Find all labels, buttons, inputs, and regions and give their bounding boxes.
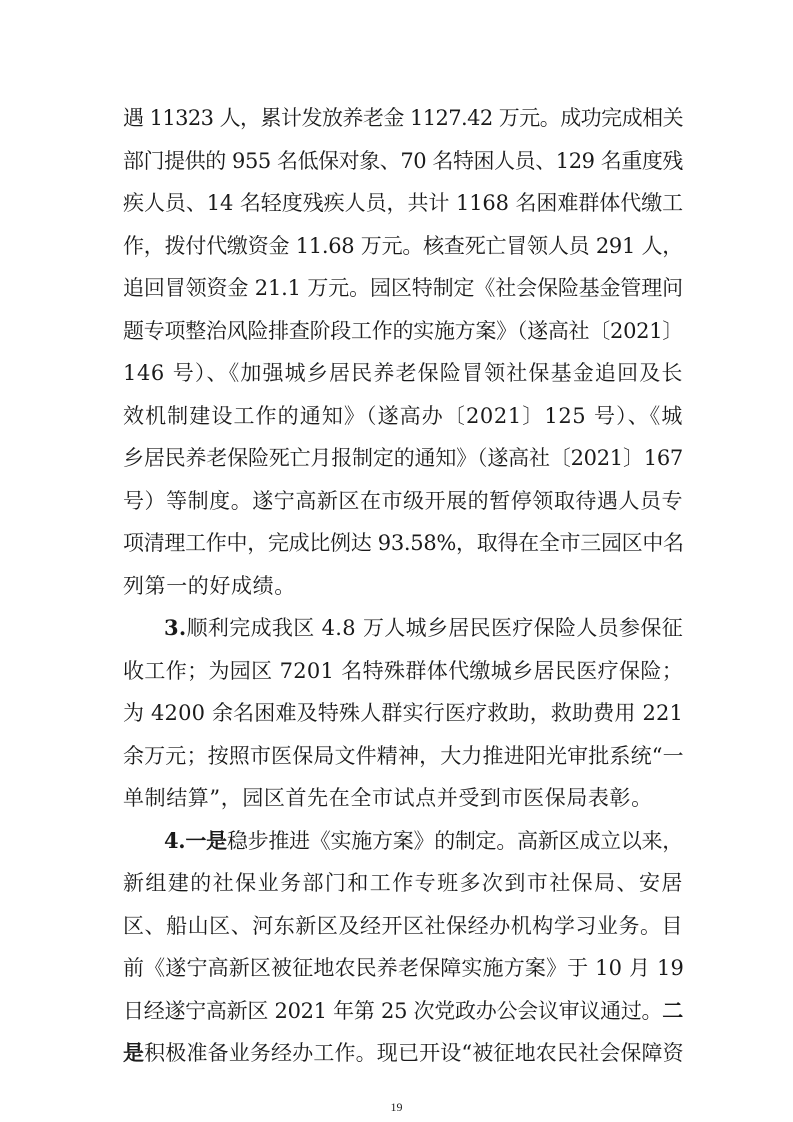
paragraph-3-line-5-text: 日经遂宁高新区 2021 年第 25 次党政办公会议审议通过。 [123, 998, 663, 1023]
paragraph-2-line-4: 余万元；按照市医保局文件精神，大力推进阳光审批系统“一 [123, 743, 684, 768]
paragraph-2-line-3: 为 4200 余名困难及特殊人群实行医疗救助，救助费用 221 [123, 701, 683, 725]
paragraph-1-line-5: 追回冒领资金 21.1 万元。园区特制定《社会保险基金管理问 [123, 276, 683, 300]
paragraph-2-line-1 [164, 608, 683, 648]
paragraph-3-inline-heading-part-2: 是 [123, 1040, 145, 1065]
paragraph-3-line-5 [123, 991, 683, 1031]
paragraph-2-line-2: 收工作；为园区 7201 名特殊群体代缴城乡居民医疗保险； [123, 658, 683, 683]
paragraph-1-line-11: 项清理工作中，完成比例达 93.58%，取得在全市三园区中名 [123, 531, 684, 555]
paragraph-1-line-8: 效机制建设工作的通知》（遂高办〔2021〕125 号）、《城 [123, 403, 683, 428]
paragraph-3-line-3: 区、船山区、河东新区及经开区社保经办机构学习业务。目 [123, 913, 683, 938]
paragraph-3-line-6-text: 积极准备业务经办工作。现已开设“被征地农民社会保障资 [144, 1041, 684, 1065]
paragraph-3-line-4: 前《遂宁高新区被征地农民养老保障实施方案》于 10 月 19 [123, 956, 684, 980]
paragraph-1-line-3: 疾人员、14 名轻度残疾人员，共计 1168 名困难群体代缴工 [123, 191, 683, 215]
paragraph-3-line-2: 新组建的社保业务部门和工作专班多次到市社保局、安居 [123, 871, 683, 895]
paragraph-1-line-10: 号）等制度。遂宁高新区在市级开展的暂停领取待遇人员专 [123, 488, 683, 513]
paragraph-3-inline-heading-part-1: 二 [662, 997, 683, 1023]
paragraph-2-line-1-text: 顺利完成我区 4.8 万人城乡居民医疗保险人员参保征 [186, 616, 683, 640]
paragraph-1-line-4: 作，拨付代缴资金 11.68 万元。核查死亡冒领人员 291 人， [123, 233, 683, 258]
paragraph-1-line-6: 题专项整治风险排查阶段工作的实施方案》（遂高社〔2021〕 [123, 318, 683, 343]
paragraph-1-line-1: 遇 11323 人，累计发放养老金 1127.42 万元。成功完成相关 [123, 106, 683, 130]
paragraph-1-line-12: 列第一的好成绩。 [123, 573, 296, 598]
paragraph-3-heading: 4.一是 [164, 827, 227, 853]
page-number: 19 [390, 1100, 403, 1114]
paragraph-1-line-7: 146 号）、《加强城乡居民养老保险冒领社保基金追回及长 [123, 361, 683, 385]
paragraph-3-line-6 [123, 1033, 683, 1073]
paragraph-2-heading: 3. [164, 615, 187, 640]
paragraph-2-line-5: 单制结算”，园区首先在全市试点并受到市医保局表彰。 [123, 786, 653, 810]
paragraph-1-line-2: 部门提供的 955 名低保对象、70 名特困人员、129 名重度残 [123, 148, 683, 173]
paragraph-1-line-9: 乡居民养老保险死亡月报制定的通知》（遂高社〔2021〕167 [123, 446, 683, 470]
paragraph-3-line-1-text: 稳步推进《实施方案》的制定。高新区成立以来， [226, 828, 683, 853]
paragraph-3-line-1 [164, 821, 683, 861]
